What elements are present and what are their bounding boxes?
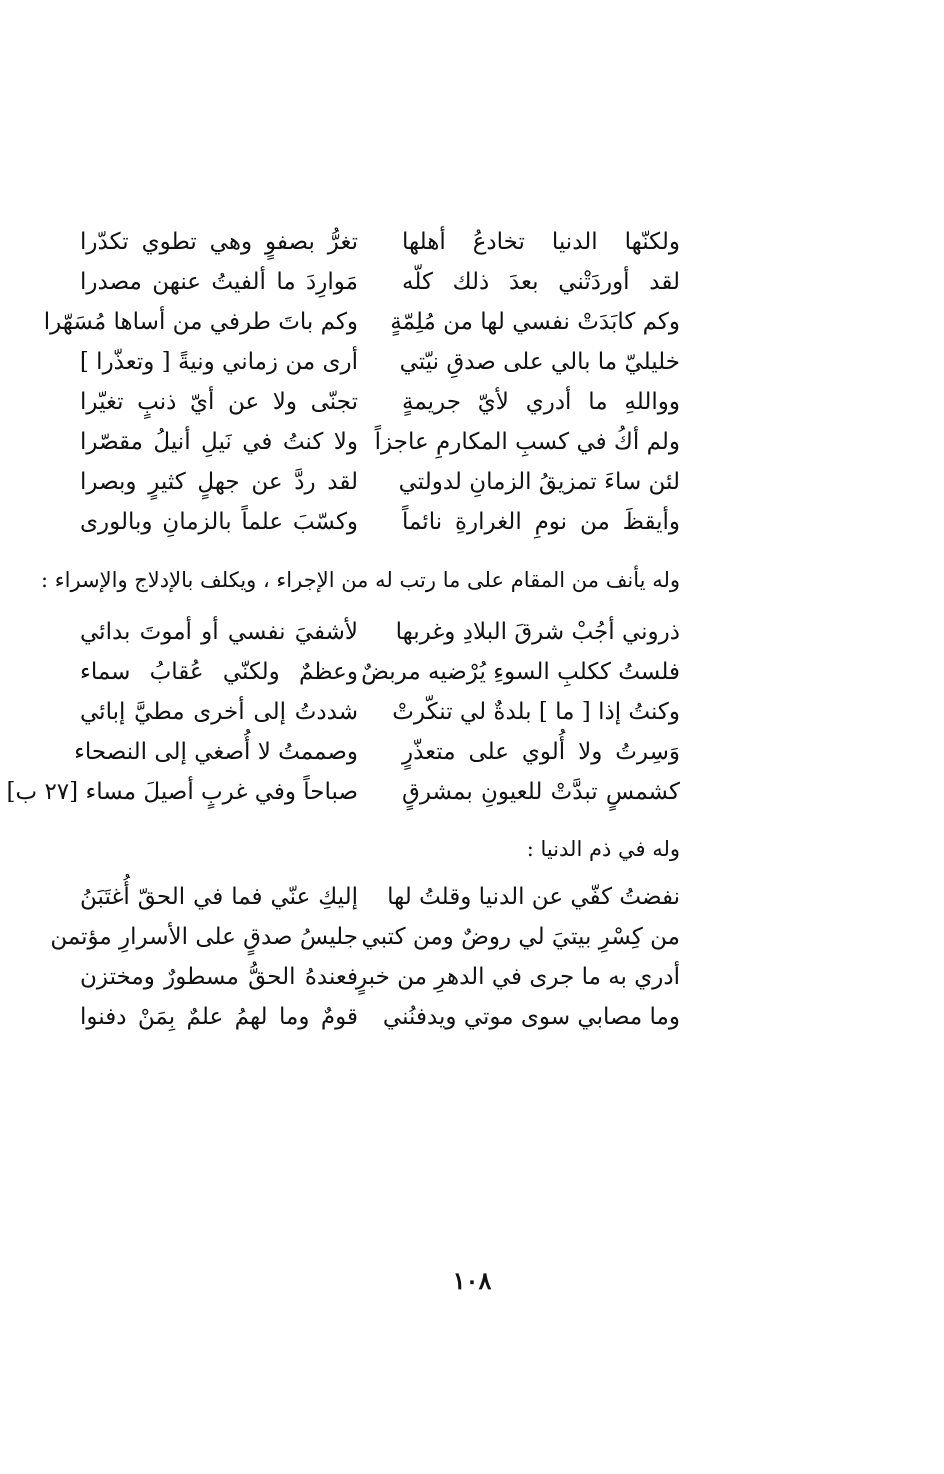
first-hemistich: لقد أوردَتْني بعدَ ذلك كلّه bbox=[402, 269, 680, 295]
couplet bbox=[6, 772, 680, 812]
second-hemistich: ولا كنتُ في نَيلِ أنيلُ مقصّرا bbox=[80, 429, 358, 455]
couplet bbox=[80, 222, 680, 262]
second-hemistich: وكسّبَ علماً بالزمانِ وبالورى bbox=[80, 509, 358, 535]
first-hemistich: وكنتُ إذا [ ما ] بلدةٌ لي تنكّرتْ bbox=[392, 699, 680, 725]
second-hemistich: لأشفيَ نفسي أو أموتَ بدائي bbox=[80, 619, 358, 645]
second-hemistich: فعندهُ الحقُّ مسطورٌ ومختزن bbox=[80, 964, 358, 990]
poem-3 bbox=[50, 877, 680, 1037]
second-hemistich: وصممتُ لا أُصغي إلى النصحاء bbox=[74, 739, 358, 765]
second-hemistich: صباحاً وفي غربٍ أصيلَ مساء [٢٧ ب] bbox=[6, 779, 358, 805]
second-hemistich: لقد ردَّ عن جهلٍ كثيرٍ وبصرا bbox=[80, 469, 358, 495]
second-hemistich: قومٌ وما لهمُ علمٌ بِمَنْ دفنوا bbox=[80, 1004, 358, 1030]
couplet bbox=[80, 462, 680, 502]
first-hemistich: أدري به ما جرى في الدهرِ من خبرٍ bbox=[355, 964, 680, 990]
second-hemistich: وكم باتَ طرفي من أساها مُسَهّرا bbox=[43, 309, 358, 335]
second-hemistich: شددتُ إلى أخرى مطيَّ إبائي bbox=[80, 699, 358, 725]
couplet bbox=[80, 502, 680, 542]
first-hemistich: وأيقظَ من نومِ الغرارةِ نائماً bbox=[402, 509, 680, 535]
couplet bbox=[80, 997, 680, 1037]
first-hemistich: وواللهِ ما أدري لأيّ جريمةٍ bbox=[402, 389, 680, 415]
first-hemistich: وما مصابي سوى موتي ويدفنُني bbox=[382, 1004, 680, 1030]
first-hemistich: فلستُ ككلبِ السوءِ يُرْضيه مربضٌ bbox=[361, 659, 680, 685]
first-hemistich: وكم كابَدَتْ نفسي لها من مُلِمّةٍ bbox=[390, 309, 680, 335]
second-hemistich: جليسُ صدقٍ على الأسرارِ مؤتمن bbox=[50, 924, 358, 950]
couplet bbox=[80, 342, 680, 382]
poem-2-intro: وله يأنف من المقام على ما رتب له من الإجراء ، ويكلف بالإدلاج والإسراء : bbox=[40, 568, 680, 592]
first-hemistich: ذروني أجُبْ شرقَ البلادِ وغربها bbox=[395, 619, 680, 645]
poem-2 bbox=[6, 612, 680, 812]
couplet bbox=[80, 877, 680, 917]
first-hemistich: خليليّ ما بالي على صدقِ نيّتي bbox=[399, 349, 680, 375]
second-hemistich: تغرُّ بصفوٍ وهي تطوي تكدّرا bbox=[80, 229, 358, 255]
couplet bbox=[50, 917, 680, 957]
couplet bbox=[80, 652, 680, 692]
first-hemistich: نفضتُ كفّي عن الدنيا وقلتُ لها bbox=[387, 884, 680, 910]
couplet bbox=[43, 302, 680, 342]
couplet bbox=[80, 692, 680, 732]
first-hemistich: ولم أكُ في كسبِ المكارمِ عاجزاً bbox=[374, 429, 680, 455]
second-hemistich: إليكِ عنّي فما في الحقّ أُغتَبَنُ bbox=[80, 884, 358, 910]
first-hemistich: وَسِرتُ ولا أُلوي على متعذّرٍ bbox=[402, 739, 680, 765]
poem-1 bbox=[43, 222, 680, 542]
couplet bbox=[74, 732, 680, 772]
poem-3-intro: وله في ذم الدنيا : bbox=[526, 837, 680, 861]
first-hemistich: ولكنّها الدنيا تخادعُ أهلها bbox=[402, 229, 680, 255]
couplet bbox=[80, 382, 680, 422]
second-hemistich: مَوارِدَ ما ألفيتُ عنهن مصدرا bbox=[80, 269, 358, 295]
first-hemistich: من كِسْرِ بيتيَ لي روضٌ ومن كتبي bbox=[361, 924, 680, 950]
first-hemistich: لئن ساءَ تمزيقُ الزمانِ لدولتي bbox=[398, 469, 680, 495]
second-hemistich: أرى من زماني ونيةً [ وتعذّرا ] bbox=[79, 349, 358, 375]
couplet bbox=[80, 422, 680, 462]
second-hemistich: تجنّى ولا عن أيّ ذنبٍ تغيّرا bbox=[80, 389, 358, 415]
page-number: ١٠٨ bbox=[452, 1266, 492, 1295]
second-hemistich: وعظمٌ ولكنّي عُقابُ سماء bbox=[80, 659, 358, 685]
couplet bbox=[80, 957, 680, 997]
couplet bbox=[80, 612, 680, 652]
first-hemistich: كشمسٍ تبدَّتْ للعيونِ بمشرقٍ bbox=[402, 779, 680, 805]
couplet bbox=[80, 262, 680, 302]
